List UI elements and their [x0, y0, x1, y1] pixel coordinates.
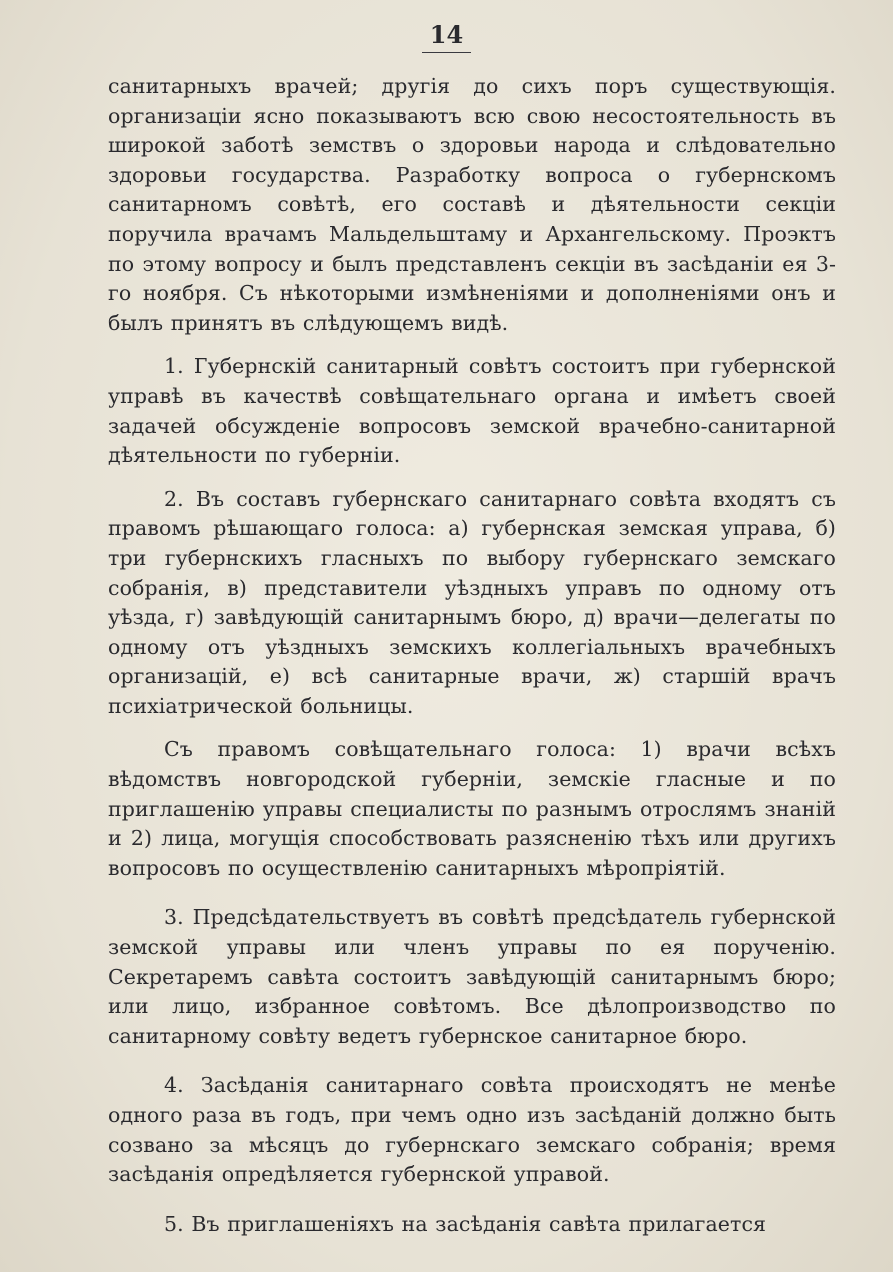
paragraph-item-4: 4. Засѣданія санитарнаго совѣта происходятъ не менѣе одного раза въ годъ, при чемъ одно изъ засѣданій должно быть созвано за мѣсяцъ до губернскаго земскаго собранія; время засѣданія опредѣляется губернской управой.	[108, 1073, 836, 1187]
paragraph-item-2: 2. Въ составъ губернскаго санитарнаго совѣта входятъ съ правомъ рѣшающаго голоса: а) губернская земская управа, б) три губернскихъ гласныхъ по выбору губернскаго земскаго собранія, в) представители уѣздныхъ управъ по одному отъ уѣзда, г) завѣдующій санитарнымъ бюро, д) врачи—делегаты по одному отъ уѣздныхъ земскихъ коллегіальныхъ врачебныхъ организацій, е) всѣ санитарные врачи, ж) старшій врачъ психіатрической больницы.	[108, 486, 836, 718]
paragraph-item-3: 3. Предсѣдательствуетъ въ совѣтѣ предсѣдатель губернской земской управы или членъ управы по ея порученію. Секретаремъ савѣта состоитъ завѣдующій санитарнымъ бюро; или лицо, избранное совѣтомъ. Все дѣлопроизводство по санитарному совѣту ведетъ губернское санитарное бюро.	[108, 905, 836, 1048]
paragraph-intro: санитарныхъ врачей; другія до сихъ поръ существующія. организаціи ясно показываютъ всю свою несостоятельность въ широкой заботѣ земствъ о здоровьи народа и слѣдовательно здоровьи государства. Разработку вопроса о губернскомъ санитарномъ совѣтѣ, его составѣ и дѣятельности секціи поручила врачамъ Мальдельштаму и Архангельскому. Проэктъ по этому вопросу и былъ представленъ секціи въ засѣданіи ея 3-го ноября. Съ нѣкоторыми измѣненіями и дополненіями онъ и былъ принятъ въ слѣдующемъ видѣ.	[108, 74, 836, 335]
page-header	[0, 20, 893, 53]
page-number: 14	[422, 20, 471, 53]
paragraph-advisory-members: Съ правомъ совѣщательнаго голоса: 1) врачи всѣхъ вѣдомствъ новгородской губерніи, земскіе гласные и по приглашенію управы специалисты по разнымъ отрослямъ знаній и 2) лица, могущія способствовать разясненію тѣхъ или другихъ вопросовъ по осуществленію санитарныхъ мѣропріятій.	[108, 737, 836, 880]
body-text	[108, 72, 836, 1239]
paragraph-item-5: 5. Въ приглашеніяхъ на засѣданія савѣта прилагается	[164, 1211, 767, 1236]
paragraph-item-1: 1. Губернскій санитарный совѣтъ состоитъ при губернской управѣ въ качествѣ совѣщательнаго органа и имѣетъ своей задачей обсужденіе вопросовъ земской врачебно-санитарной дѣятельности по губерніи.	[108, 354, 836, 468]
